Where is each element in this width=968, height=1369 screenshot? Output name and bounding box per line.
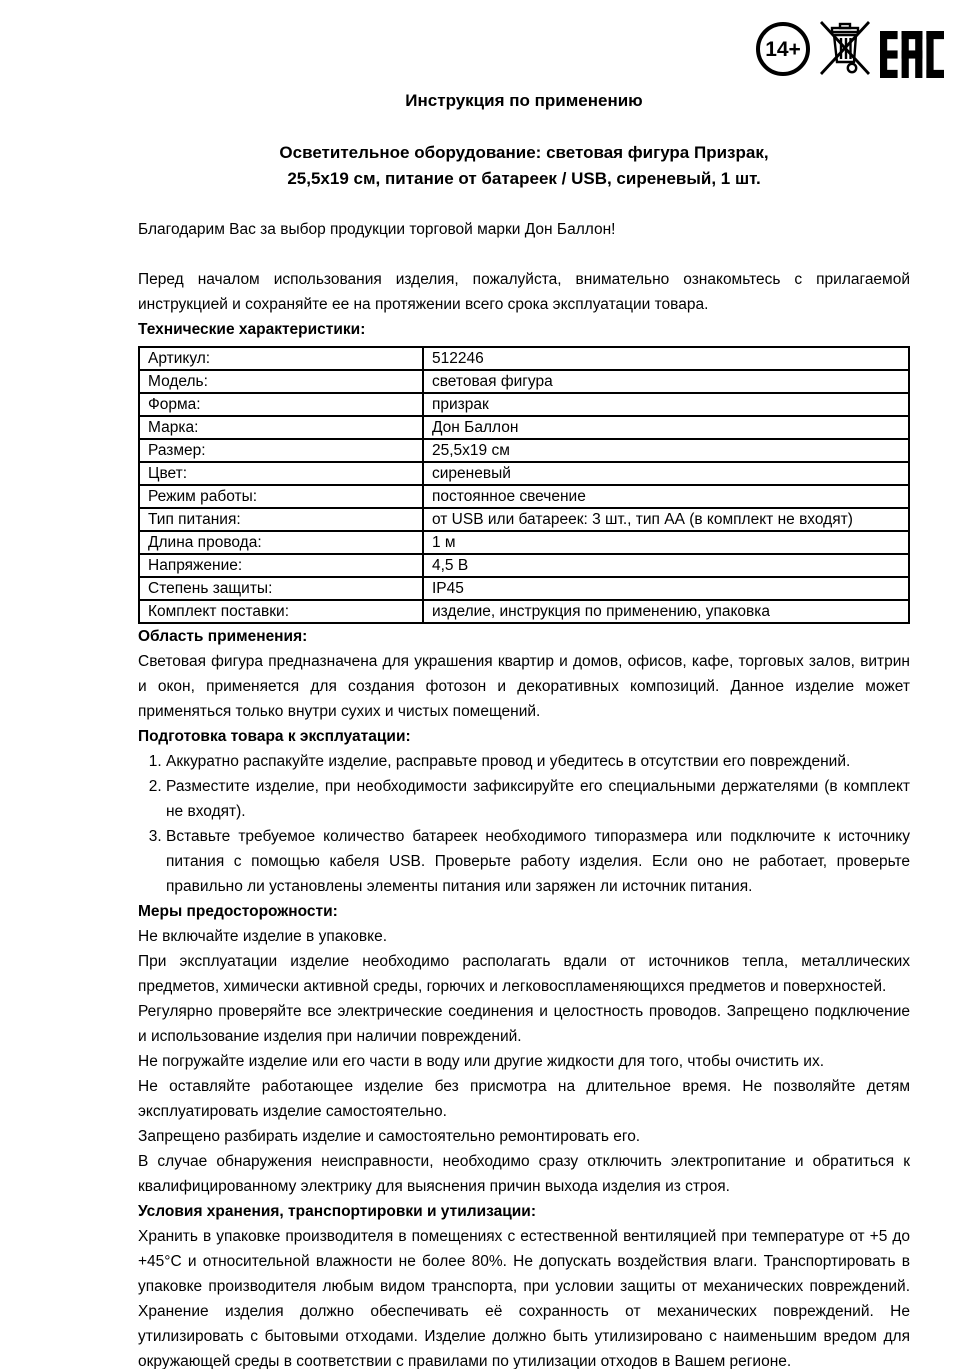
precaution-paragraph: Запрещено разбирать изделие и самостоятельно ремонтировать его. <box>138 1128 641 1145</box>
spec-value: сиреневый <box>423 462 909 485</box>
list-item <box>166 749 910 774</box>
table-row <box>139 393 909 416</box>
list-item-text: Аккуратно распакуйте изделие, расправьте провод и убедитесь в отсутствии его повреждений. <box>166 753 851 770</box>
spec-value: от USB или батареек: 3 шт., тип АА (в комплект не входят) <box>423 508 909 531</box>
spec-value: Дон Баллон <box>423 416 909 439</box>
preparation-heading: Подготовка товара к эксплуатации: <box>138 728 411 745</box>
spec-label: Артикул: <box>139 347 423 370</box>
spec-value: постоянное свечение <box>423 485 909 508</box>
spec-value: изделие, инструкция по применению, упаковка <box>423 600 909 623</box>
table-row <box>139 485 909 508</box>
product-title-line1: Осветительное оборудование: световая фигура Призрак, <box>279 143 769 162</box>
table-row <box>139 370 909 393</box>
spec-value: 512246 <box>423 347 909 370</box>
thanks-paragraph: Благодарим Вас за выбор продукции торговой марки Дон Баллон! <box>138 221 616 238</box>
spec-label: Напряжение: <box>139 554 423 577</box>
precaution-paragraph: При эксплуатации изделие необходимо располагать вдали от источников тепла, металлических предметов, химически активной среды, горючих и легковоспламеняющихся предметов и поверхностей. <box>138 953 910 995</box>
spec-label: Модель: <box>139 370 423 393</box>
spec-label: Длина провода: <box>139 531 423 554</box>
precaution-paragraph: Не оставляйте работающее изделие без присмотра на длительное время. Не позволяйте детям эксплуатировать изделие самостоятельно. <box>138 1078 910 1120</box>
spec-label: Степень защиты: <box>139 577 423 600</box>
table-row <box>139 508 909 531</box>
application-heading: Область применения: <box>138 628 308 645</box>
list-item <box>166 774 910 824</box>
document-content <box>138 0 910 1369</box>
storage-heading: Условия хранения, транспортировки и утилизации: <box>138 1203 536 1220</box>
spec-value: 1 м <box>423 531 909 554</box>
table-row <box>139 600 909 623</box>
precaution-paragraph: В случае обнаружения неисправности, необходимо сразу отключить электропитание и обратиться к квалифицированному электрику для выяснения причин выхода изделия из строя. <box>138 1153 910 1195</box>
spec-label: Цвет: <box>139 462 423 485</box>
product-title-line2: 25,5х19 см, питание от батареек / USB, сиреневый, 1 шт. <box>287 169 761 188</box>
precaution-paragraph: Не включайте изделие в упаковке. <box>138 928 388 945</box>
spec-label: Форма: <box>139 393 423 416</box>
specs-heading: Технические характеристики: <box>138 321 366 338</box>
spec-label: Режим работы: <box>139 485 423 508</box>
spec-label: Тип питания: <box>139 508 423 531</box>
spec-label: Марка: <box>139 416 423 439</box>
specs-table <box>138 346 910 624</box>
precautions-heading: Меры предосторожности: <box>138 903 338 920</box>
spec-value: IP45 <box>423 577 909 600</box>
list-item-text: Вставьте требуемое количество батареек необходимого типоразмера или подключите к источнику питания с помощью кабеля USB. Проверьте работу изделия. Если оно не работает, проверьте правильно ли установлены элементы питания или заряжен ли источник питания. <box>166 828 910 895</box>
spec-label: Комплект поставки: <box>139 600 423 623</box>
table-row <box>139 577 909 600</box>
spec-value: 4,5 В <box>423 554 909 577</box>
table-row <box>139 554 909 577</box>
age-restriction-label: 14+ <box>765 37 801 61</box>
table-row <box>139 462 909 485</box>
precaution-paragraph: Регулярно проверяйте все электрические соединения и целостность проводов. Запрещено подключение и использование изделия при наличии повреждений. <box>138 1003 910 1045</box>
precaution-paragraph: Не погружайте изделие или его части в воду или другие жидкости для того, чтобы очистить их. <box>138 1053 825 1070</box>
table-row <box>139 416 909 439</box>
table-row <box>139 531 909 554</box>
preparation-list <box>138 749 910 899</box>
spec-label: Размер: <box>139 439 423 462</box>
notice-paragraph: Перед началом использования изделия, пожалуйста, внимательно ознакомьтесь с прилагаемой инструкцией и сохраняйте ее на протяжении всего срока эксплуатации товара. <box>138 271 910 313</box>
spec-value: световая фигура <box>423 370 909 393</box>
table-row <box>139 347 909 370</box>
spec-value: призрак <box>423 393 909 416</box>
list-item <box>166 824 910 899</box>
document-title: Инструкция по применению <box>405 91 643 110</box>
storage-text: Хранить в упаковке производителя в помещениях с естественной вентиляцией при температуре от +5 до +45°С и относительной влажности не более 80%. Не допускать воздействия влаги. Транспортировать в упаковке производителя любым видом транспорта, при условии защиты от механических повреждений. Хранение изделия должно обеспечивать её сохранность от механических повреждений. Не утилизировать с бытовыми отходами. Изделие должно быть утилизировано с наименьшим вредом для окружающей среды в соответствии с правилами по утилизации отходов в Вашем регионе. <box>138 1228 910 1369</box>
list-item-text: Разместите изделие, при необходимости зафиксируйте его специальными держателями (в комплект не входят). <box>166 778 910 820</box>
spec-value: 25,5х19 см <box>423 439 909 462</box>
product-title <box>138 140 910 192</box>
application-text: Световая фигура предназначена для украшения квартир и домов, офисов, кафе, торговых залов, витрин и окон, применяется для создания фотозон и декоративных композиций. Данное изделие может применяться только внутри сухих и чистых помещений. <box>138 653 910 720</box>
table-row <box>139 439 909 462</box>
